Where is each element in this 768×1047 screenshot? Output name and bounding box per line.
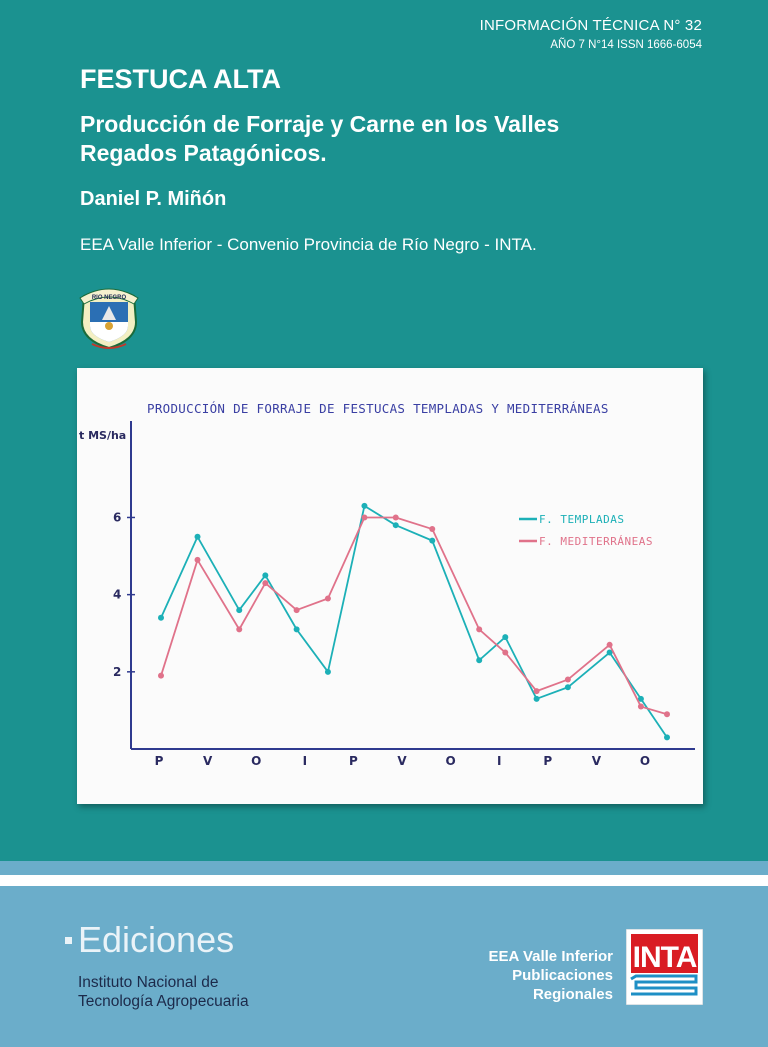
series-title: INFORMACIÓN TÉCNICA N° 32 <box>479 17 702 34</box>
y-axis-label: t MS/ha <box>79 429 127 442</box>
data-point <box>393 522 399 528</box>
data-point <box>534 688 540 694</box>
x-tick-label: V <box>202 754 213 768</box>
publication-series <box>413 947 613 1004</box>
pub-line-3: Regionales <box>532 986 613 1003</box>
data-point <box>158 673 164 679</box>
institute-line-2: Tecnología Agropecuaria <box>78 993 249 1010</box>
series-info: AÑO 7 N°14 ISSN 1666-6054 <box>550 39 702 51</box>
data-point <box>262 572 268 578</box>
ediciones-wordmark: Ediciones <box>78 919 235 960</box>
data-point <box>664 734 670 740</box>
x-tick-label: P <box>543 754 553 768</box>
institute-line-1: Instituto Nacional de <box>78 974 219 991</box>
page-title: FESTUCA ALTA <box>80 64 281 94</box>
data-point <box>393 514 399 520</box>
data-point <box>325 596 331 602</box>
production-chart <box>77 368 703 804</box>
x-tick-label: I <box>496 754 502 768</box>
x-tick-label: V <box>591 754 602 768</box>
y-tick-label: 2 <box>113 664 122 679</box>
data-point <box>236 607 242 613</box>
data-point <box>195 534 201 540</box>
data-point <box>502 634 508 640</box>
data-point <box>502 650 508 656</box>
data-point <box>294 607 300 613</box>
institute-name <box>78 973 338 1011</box>
inta-logo-text: INTA <box>632 941 697 974</box>
data-point <box>361 514 367 520</box>
chart-figure <box>77 368 703 804</box>
data-point <box>429 526 435 532</box>
inta-logo <box>626 929 703 1005</box>
legend-label: F. MEDITERRÁNEAS <box>539 535 653 548</box>
data-point <box>262 580 268 586</box>
divider-band <box>0 861 768 875</box>
data-point <box>476 657 482 663</box>
x-tick-label: V <box>397 754 407 768</box>
ediciones-bullet <box>65 937 72 944</box>
author-name: Daniel P. Miñón <box>80 188 227 210</box>
pub-line-1: EEA Valle Inferior <box>488 948 613 965</box>
seal-label: RIO NEGRO <box>91 295 127 301</box>
data-point <box>476 626 482 632</box>
legend-label: F. TEMPLADAS <box>539 513 625 526</box>
x-tick-label: O <box>639 754 651 768</box>
x-tick-label: P <box>154 754 164 768</box>
data-point <box>565 677 571 683</box>
x-tick-label: O <box>251 754 262 768</box>
x-tick-label: O <box>445 754 456 768</box>
data-point <box>664 711 670 717</box>
data-point <box>429 538 435 544</box>
y-tick-label: 6 <box>113 510 122 525</box>
data-point <box>607 642 613 648</box>
pub-line-2: Publicaciones <box>512 967 613 984</box>
data-point <box>638 704 644 710</box>
affiliation: EEA Valle Inferior - Convenio Provincia de Río Negro - INTA. <box>80 235 537 254</box>
data-point <box>534 696 540 702</box>
data-point <box>361 503 367 509</box>
page-subtitle: Producción de Forraje y Carne en los Valles Regados Patagónicos. <box>80 111 560 166</box>
data-point <box>294 626 300 632</box>
chart-title: PRODUCCIÓN DE FORRAJE DE FESTUCAS TEMPLADAS Y MEDITERRÁNEAS <box>147 401 609 416</box>
rio-negro-seal-icon <box>78 282 140 350</box>
x-tick-label: I <box>302 754 308 768</box>
data-point <box>195 557 201 563</box>
y-tick-label: 4 <box>113 587 122 602</box>
data-point <box>565 684 571 690</box>
divider-white-line <box>0 875 768 886</box>
x-tick-label: P <box>349 754 358 768</box>
data-point <box>158 615 164 621</box>
data-point <box>325 669 331 675</box>
data-point <box>236 626 242 632</box>
